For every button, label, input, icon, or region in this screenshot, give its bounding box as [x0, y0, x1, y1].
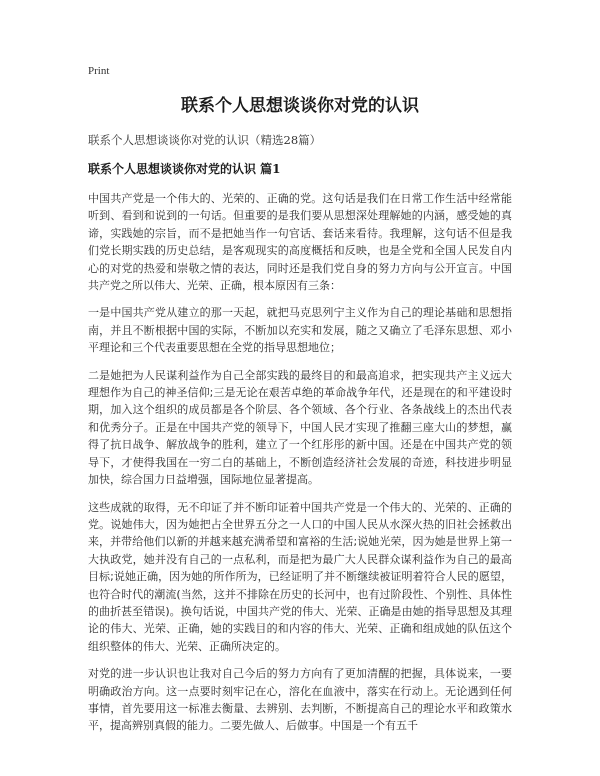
print-link[interactable]: Print	[88, 65, 110, 77]
paragraph-5: 对党的进一步认识也让我对自己今后的努力方向有了更加清醒的把握，具体说来，一要明确政治方向。这一点要时刻牢记在心，溶化在血液中，落实在行动上。无论遇到任何事情，首先要用这一标准去衡量、去辨别、去判断，不断提高自己的理论水平和政策水平，提高辨别真假的能力。二要先做人、后做事。中国是一个有五千	[88, 667, 512, 733]
section-heading: 联系个人思想谈谈你对党的认识 篇1	[88, 162, 281, 176]
document-title: 联系个人思想谈谈你对党的认识	[181, 96, 419, 116]
document-subtitle: 联系个人思想谈谈你对党的认识（精选28篇）	[88, 133, 322, 147]
paragraph-4: 这些成就的取得，无不印证了并不断印证着中国共产党是一个伟大的、光荣的、正确的党。说她伟大，因为她把占全世界五分之一人口的中国人民从水深火热的旧社会拯救出来，并带给他们以新的并越来越充满希望和富裕的生活;说她光荣，因为她是世界上第一大执政党，她并没有自己的一点私利，而是把为最广大人民群众谋利益作为自己的最高目标;说她正确，因为她的所作所为，已经证明了并不断继续被证明着符合人民的愿望，也符合时代的潮流(当然，这并不排除在历史的长河中，也有过阶段性、个别性、具体性的曲折甚至错误)。换句话说，中国共产党的伟大、光荣、正确是由她的指导思想及其理论的伟大、光荣、正确，她的实践目的和内容的伟大、光荣、正确和组成她的队伍这个组织整体的伟大、光荣、正确所决定的。	[88, 500, 512, 653]
paragraph-1: 中国共产党是一个伟大的、光荣的、正确的党。这句话是我们在日常工作生活中经常能听到、看到和说到的一句话。但重要的是我们要从思想深处理解她的内涵，感受她的真谛，实践她的宗旨，而不是把她当作一句官话、套话来看待。我理解，这句话不但是我们党长期实践的历史总结，是客观现实的高度概括和反映，也是全党和全国人民发自内心的对党的热爱和崇敬之情的表达，同时还是我们党自身的努力方向与公开宣言。中国共产党之所以伟大、光荣、正确，根本原因有三条：	[88, 192, 512, 293]
paragraph-3: 二是她把为人民谋利益作为自己全部实践的最终目的和最高追求，把实现共产主义远大理想作为自己的神圣信仰;三是无论在艰苦卓绝的革命战争年代，还是现在的和平建设时期，加入这个组织的成员都是各个阶层、各个领域、各个行业、各条战线上的杰出代表和优秀分子。正是在中国共产党的领导下，中国人民才实现了推翻三座大山的梦想，赢得了抗日战争、解放战争的胜利，建立了一个红彤彤的新中国。还是在中国共产党的领导下，才使得我国在一穷二白的基础上，不断创造经济社会发展的奇迹，科技进步明显加快，综合国力日益增强，国际地位显著提高。	[88, 368, 513, 487]
paragraph-2: 一是中国共产党从建立的那一天起，就把马克思列宁主义作为自己的理论基础和思想指南，并且不断根据中国的实际，不断加以充实和发展，随之又确立了毛泽东思想、邓小平理论和三个代表重要思想在全党的指导思想地位；	[88, 306, 512, 355]
